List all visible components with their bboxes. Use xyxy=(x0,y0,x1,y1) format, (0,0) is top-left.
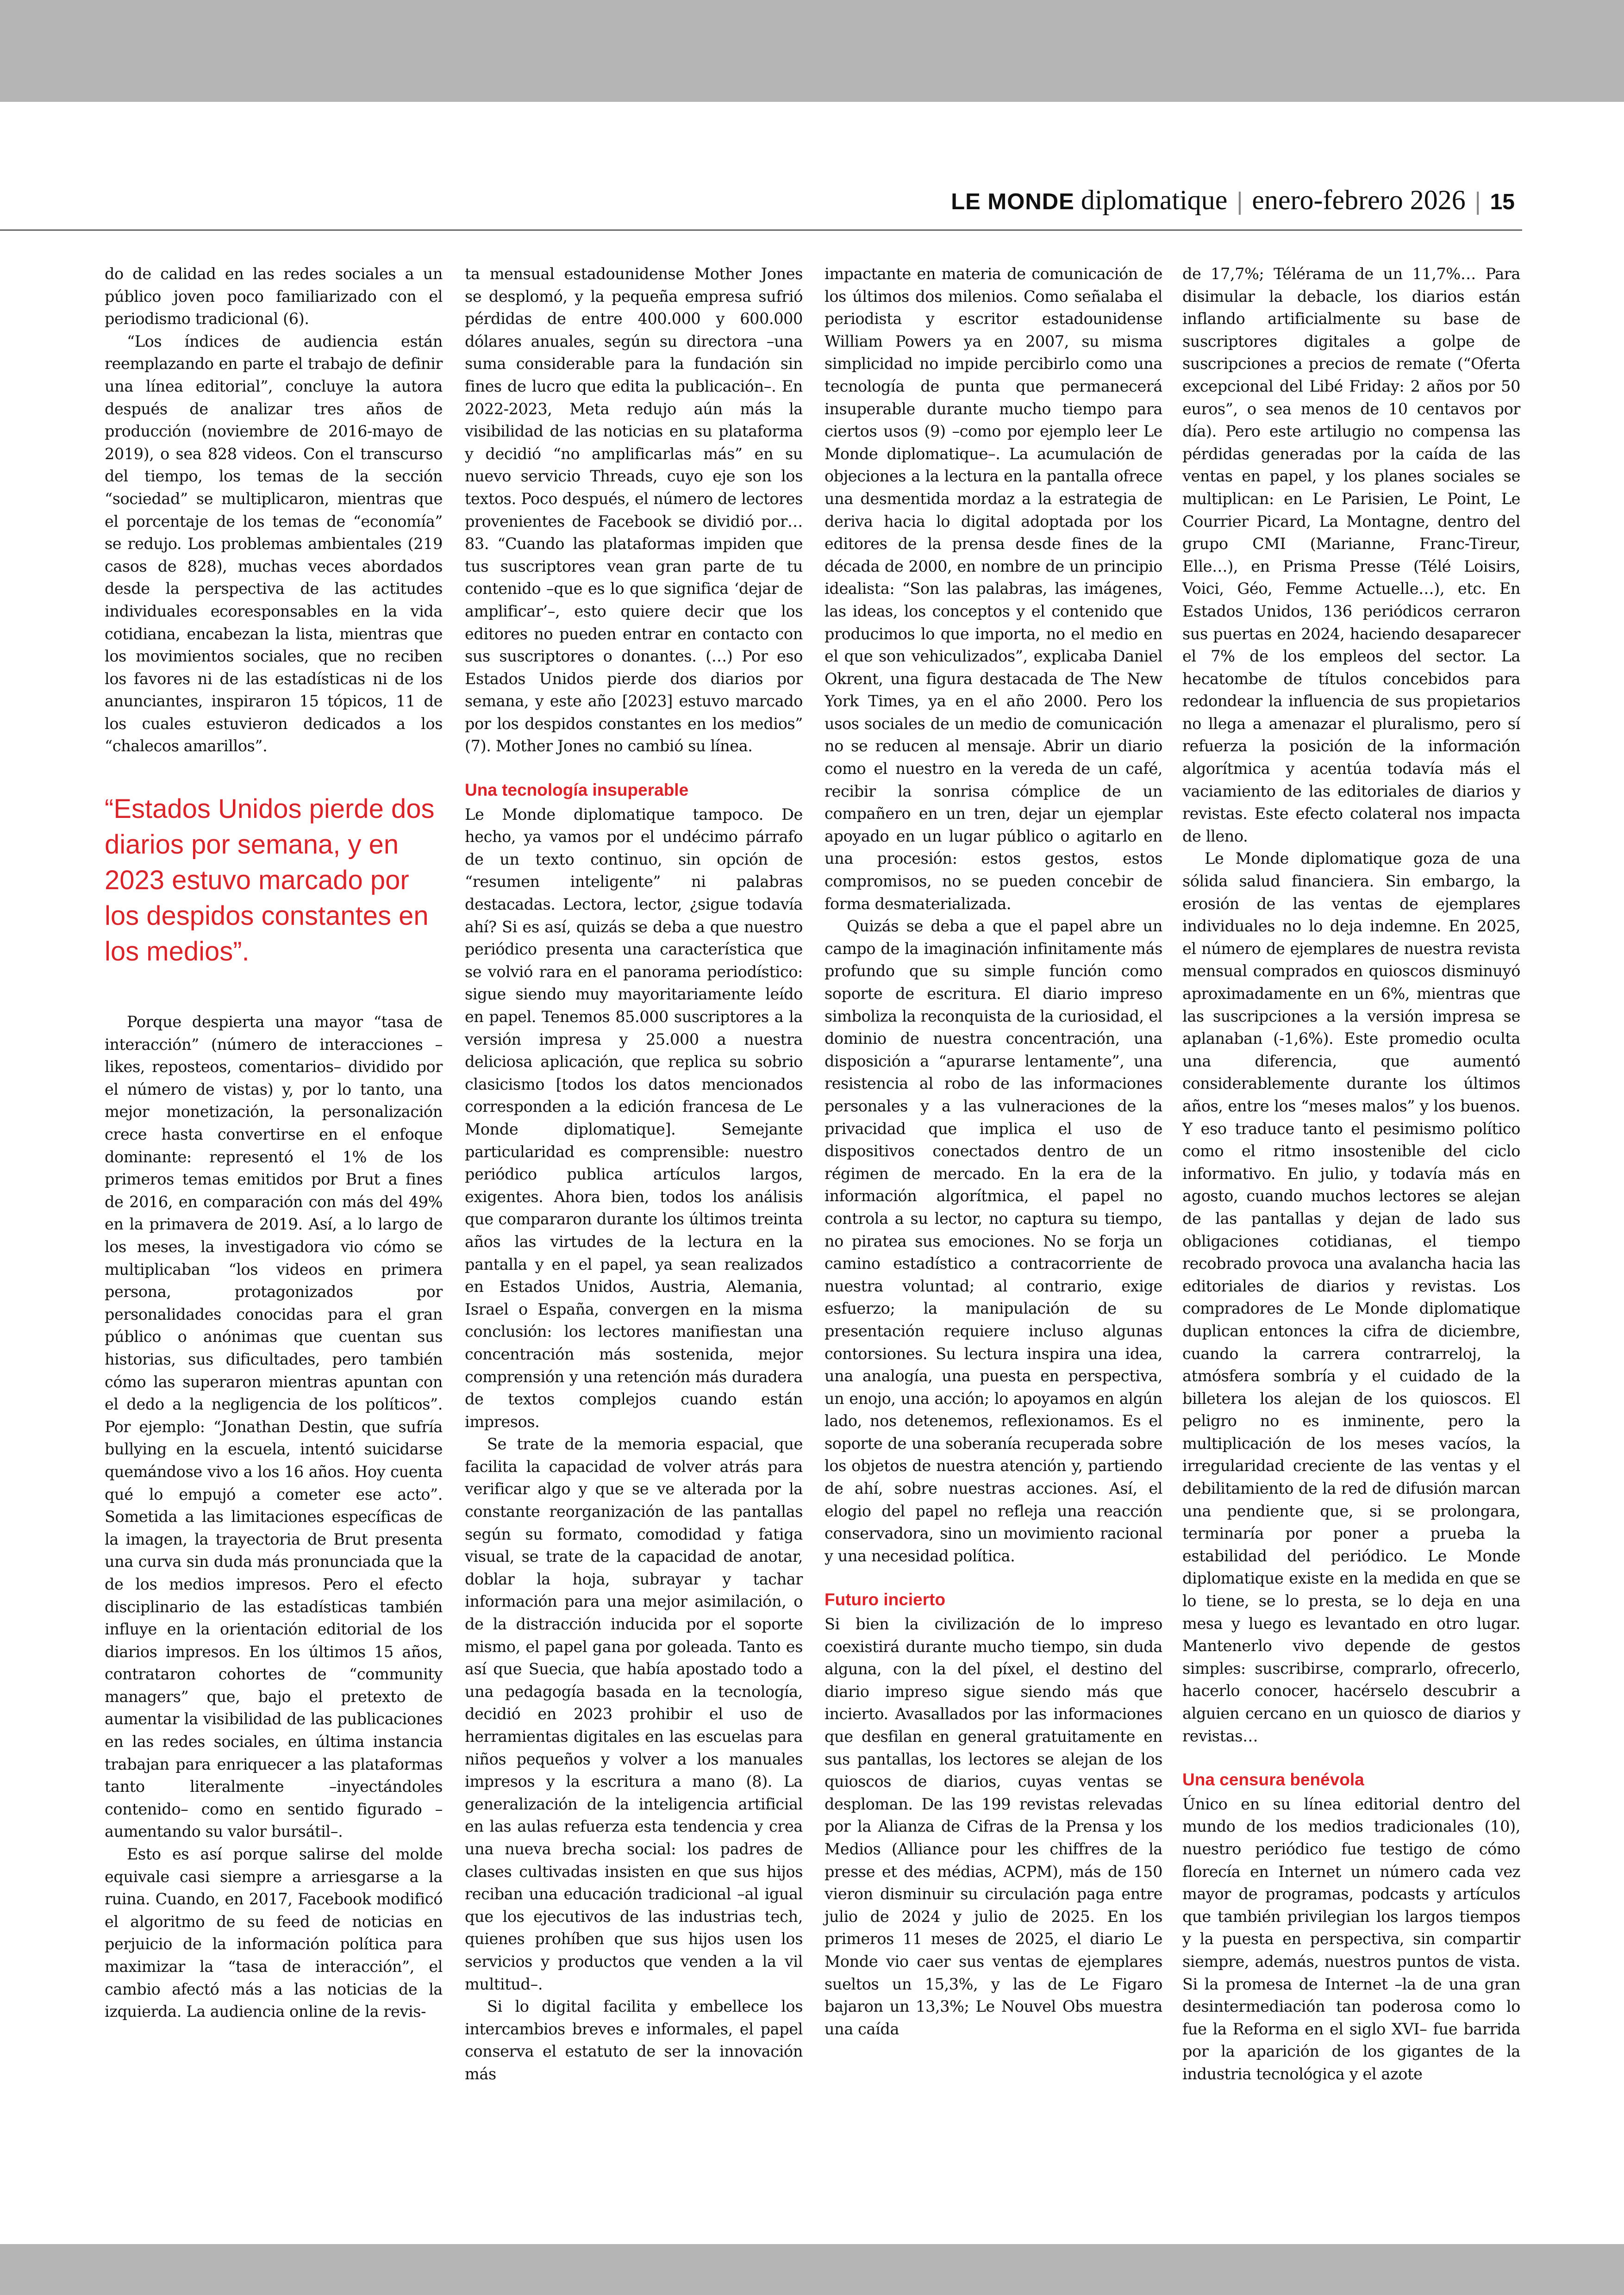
paragraph: de 17,7%; Télérama de un 11,7%… Para disimular la debacle, los diarios están inflando artificialmente su base de suscriptores digitales a golpe de suscripciones a precios de remate (“Oferta excepcional del Libé Friday: 2 años por 50 euros”, o sea menos de 10 centavos por día). Pero este artilugio no compensa las pérdidas generadas por la caída de las ventas en papel, y los planes sociales se multiplican: en Le Parisien, Le Point, Le Courrier Picard, La Montagne, dentro del grupo CMI (Marianne, Franc-Tireur, Elle…), en Prisma Presse (Télé Loisirs, Voici, Géo, Femme Actuelle…), etc. En Estados Unidos, 136 periódicos cerraron sus puertas en 2024, haciendo desaparecer el 7% de los empleos del sector. La hecatombe de títulos concebidos para redondear la influencia de sus propietarios no llega a amenazar el pluralismo, pero sí refuerza la posición de la información algorítmica y acentúa todavía más el vaciamiento de las editoriales de diarios y revistas. Este efecto colateral nos impacta de lleno. xyxy=(1182,265,1520,845)
paragraph: Quizás se deba a que el papel abre un campo de la imaginación infinitamente más profundo que su simple función como soporte de escritura. El diario impreso simboliza la reconquista de la curiosidad, el dominio de nuestra concentración, una disposición a “apurarse lentamente”, una resistencia al robo de las informaciones personales y a las vulneraciones de la privacidad que implica el uso de dispositivos conectados dentro de un régimen de mercado. En la era de la información algorítmica, el papel no controla a su lector, no captura su tiempo, no piratea sus emociones. No se forja un camino estadístico a contracorriente de nuestra voluntad; al contrario, exige esfuerzo; la manipulación de su presentación requiere incluso algunas contorsiones. Su lectura inspira una idea, una analogía, una puesta en perspectiva, un enojo, una acción; lo apoyamos en algún lado, nos detenemos, reflexionamos. Es el soporte de una soberanía recuperada sobre los objetos de nuestra atención y, partiendo de ahí, sobre nuestras acciones. Así, el elogio del papel no refleja una reacción conservadora, sino un movimiento racional y una necesidad política. xyxy=(824,917,1162,1565)
article-column-4 xyxy=(1182,263,1520,2086)
pull-quote: “Estados Unidos pierde dos diarios por semana, y en 2023 estuvo marcado por los despidos constantes en los medios”. xyxy=(105,794,435,967)
masthead-brand: LE MONDE xyxy=(951,189,1074,214)
article-column-2 xyxy=(465,263,803,2086)
paragraph: impactante en materia de comunicación de los últimos dos milenios. Como señalaba el periodista y escritor estadounidense William Powers ya en 2007, su misma simplicidad no impide percibirlo como una tecnología de punta que permanecerá insuperable durante mucho tiempo para ciertos usos (9) –como por ejemplo leer Le Monde diplomatique–. La acumulación de objeciones a la lectura en la pantalla ofrece una desmentida mordaz a la estrategia de deriva hacia lo digital adoptada por los editores de la prensa desde fines de la década de 2000, en nombre de un principio idealista: “Son las palabras, las imágenes, las ideas, los conceptos y el contenido que producimos lo que importa, no el medio en el que son vehiculizados”, explicaba Daniel Okrent, una figura destacada de The New York Times, ya en el año 2000. Pero los usos sociales de un medio de comunicación no se reducen al mensaje. Abrir un diario como el nuestro en la vereda de un café, recibir la sonrisa cómplice de un compañero en un tren, dejar un ejemplar apoyado en un lugar público o agitarlo en una procesión: estos gestos, estos compromisos, no se pueden concebir de forma desmaterializada. xyxy=(824,265,1162,913)
paragraph: Único en su línea editorial dentro del mundo de los medios tradicionales (10), nuestro periódico fue testigo de cómo florecía en Internet un número cada vez mayor de programas, podcasts y artículos que también privilegian los largos tiempos y la puesta en perspectiva, sin compartir siempre, además, nuestros puntos de vista. Si la promesa de Internet –la de una gran desintermediación tan poderosa como lo fue la Reforma en el siglo XVI– fue barrida por la aparición de los gigantes de la industria tecnológica y el azote xyxy=(1182,1795,1520,2083)
header-rule xyxy=(0,230,1522,231)
page-header xyxy=(951,184,1515,231)
paragraph: Le Monde diplomatique goza de una sólida salud financiera. Sin embargo, la erosión de las ventas de ejemplares individuales no lo deja indemne. En 2025, el número de ejemplares de nuestra revista mensual comprados en quioscos disminuyó aproximadamente en un 6%, mientras que las suscripciones a la versión impresa se aplanaban (-1,6%). Este promedio oculta una diferencia, que aumentó considerablemente durante los últimos años, entre los “meses malos” y los buenos. Y eso traduce tanto el pesimismo político como el ritmo insostenible del ciclo informativo. En julio, y todavía más en agosto, cuando muchos lectores se alejan de las pantallas y dejan de lado sus obligaciones cotidianas, el tiempo recobrado provoca una avalancha hacia las editoriales de diarios y revistas. Los compradores de Le Monde diplomatique duplican entonces la cifra de diciembre, cuando la carrera contrarreloj, la atmósfera sombría y el cuidado de la billetera los alejan de los quioscos. El peligro no es inminente, pero la multiplicación de los meses vacíos, la irregularidad creciente de las ventas y el debilitamiento de la red de difusión marcan una pendiente que, si se prolongara, terminaría por poner a prueba la estabilidad del periódico. Le Monde diplomatique existe en la medida en que se lo tiene, se lo presta, se lo deja en una mesa y luego es levantado en otro lugar. Mantenerlo vivo depende de gestos simples: suscribirse, comprarlo, ofrecerlo, hacerlo conocer, hacérselo descubrir a alguien cercano en un quiosco de diarios y revistas… xyxy=(1182,849,1520,1745)
paragraph: do de calidad en las redes sociales a un público joven poco familiarizado con el periodismo tradicional (6). xyxy=(105,265,443,328)
header-separator-2: | xyxy=(1474,188,1482,215)
header-separator: | xyxy=(1236,188,1244,215)
section-subhead: Futuro incierto xyxy=(824,1590,946,1609)
paragraph: “Los índices de audiencia están reemplazando en parte el trabajo de definir una línea editorial”, concluye la autora después de analizar tres años de producción (noviembre de 2016-mayo de 2019), o sea 828 videos. Con el transcurso del tiempo, los temas de la sección “sociedad” se multiplicaron, mientras que el porcentaje de los temas de “economía” se redujo. Los problemas ambientales (219 casos de 828), muchas veces abordados desde la perspectiva de las actitudes individuales ecoresponsables en la vida cotidiana, encabezan la lista, mientras que los movimientos sociales, que no reciben los favores ni de las estadísticas ni de los anunciantes, inspiraron 15 tópicos, 11 de los cuales estuvieron dedicados a los “chalecos amarillos”. xyxy=(105,332,443,755)
paragraph: Esto es así porque salirse del molde equivale casi siempre a arriesgarse a la ruina. Cuando, en 2017, Facebook modificó el algoritmo de su feed de noticias en perjuicio de la información política para maximizar la “tasa de interacción”, el cambio afectó más a las noticias de la izquierda. La audiencia online de la revis- xyxy=(105,1845,443,2021)
section-subhead: Una tecnología insuperable xyxy=(465,780,689,800)
paragraph: ta mensual estadounidense Mother Jones se desplomó, y la pequeña empresa sufrió pérdidas de entre 400.000 y 600.000 dólares anuales, según su directora –una suma considerable para la fundación sin fines de lucro que edita la publicación–. En 2022-2023, Meta redujo aún más la visibilidad de las noticias en su plataforma y decidió “no amplificarlas más” en su nuevo servicio Threads, cuyo eje son los textos. Poco después, el número de lectores provenientes de Facebook se dividió por… 83. “Cuando las plataformas impiden que tus suscriptores vean gran parte de tu contenido –que es lo que significa ‘dejar de amplificar’–, esto quiere decir que los editores no pueden entrar en contacto con sus suscriptores o donantes. (…) Por eso Estados Unidos pierde dos diarios por semana, y este año [2023] estuvo marcado por los despidos constantes en los medios” (7). Mother Jones no cambió su línea. xyxy=(465,265,803,755)
bottom-margin-band xyxy=(0,2244,1624,2295)
masthead-subtitle: diplomatique xyxy=(1081,185,1228,215)
article-column-1 xyxy=(105,263,443,2023)
issue-date: enero-febrero 2026 xyxy=(1252,185,1466,215)
paragraph: Si lo digital facilita y embellece los intercambios breves e informales, el papel conserva el estatuto de ser la innovación más xyxy=(465,1997,803,2083)
paragraph: Le Monde diplomatique tampoco. De hecho, ya vamos por el undécimo párrafo de un texto continuo, sin opción de “resumen inteligente” ni palabras destacadas. Lectora, lector, ¿sigue todavía ahí? Si es así, quizás se deba a que nuestro periódico presenta una característica que se volvió rara en el panorama periodístico: sigue siendo muy mayoritariamente leído en papel. Tenemos 85.000 suscriptores a la versión impresa y 25.000 a nuestra deliciosa aplicación, que replica su sobrio clasicismo [todos los datos mencionados corresponden a la edición francesa de Le Monde diplomatique]. Semejante particularidad es comprensible: nuestro periódico publica artículos largos, exigentes. Ahora bien, todos los análisis que compararon durante los últimos treinta años las virtudes de la lectura en la pantalla y en el papel, ya sean realizados en Estados Unidos, Austria, Alemania, Israel o España, convergen en la misma conclusión: los lectores manifiestan una concentración más sostenida, mejor comprensión y una retención más duradera de textos complejos cuando están impresos. xyxy=(465,805,803,1431)
paragraph: Porque despierta una mayor “tasa de interacción” (número de interacciones –likes, reposteos, comentarios– dividido por el número de vistas) y, por lo tanto, una mejor monetización, la personalización crece hasta convertirse en el enfoque dominante: representó el 1% de los primeros temas emitidos por Brut a fines de 2016, en comparación con más del 49% en la primavera de 2019. Así, a lo largo de los meses, la investigadora vio cómo se multiplicaban “los videos en primera persona, protagonizados por personalidades conocidas para el gran público o anónimas que cuentan sus historias, sus dificultades, pero también cómo las superaron mientras apuntan con el dedo a la negligencia de los políticos”. Por ejemplo: “Jonathan Destin, que sufría bullying en la escuela, intentó suicidarse quemándose vivo a los 16 años. Hoy cuenta qué lo empujó a cometer ese acto”. Sometida a las limitaciones específicas de la imagen, la trayectoria de Brut presenta una curva sin duda más pronunciada que la de los medios impresos. Pero el efecto disciplinario de las estadísticas también influye en la orientación editorial de los diarios impresos. En los últimos 15 años, contrataron cohortes de “community managers” que, bajo el pretexto de aumentar la visibilidad de las publicaciones en las redes sociales, en última instancia trabajan para enriquecer a las plataformas tanto literalmente –inyectándoles contenido– como en sentido figurado –aumentando su valor bursátil–. xyxy=(105,1013,443,1841)
section-subhead: Una censura benévola xyxy=(1182,1770,1364,1790)
article-column-3 xyxy=(824,263,1162,2040)
top-margin-band xyxy=(0,0,1624,102)
paragraph: Si bien la civilización de lo impreso coexistirá durante mucho tiempo, sin duda alguna, con la del píxel, el destino del diario impreso sigue siendo más que incierto. Avasallados por las informaciones que desfilan en general gratuitamente en sus pantallas, los lectores se alejan de los quioscos de diarios, cuyas ventas se desploman. De las 199 revistas relevadas por la Alianza de Cifras de la Prensa y los Medios (Alliance pour les chiffres de la presse et des médias, ACPM), más de 150 vieron disminuir su circulación paga entre julio de 2024 y julio de 2025. En los primeros 11 meses de 2025, el diario Le Monde vio caer sus ventas de ejemplares sueltos un 15,3%, y las de Le Figaro bajaron un 13,3%; Le Nouvel Obs muestra una caída xyxy=(824,1615,1162,2038)
paragraph: Se trate de la memoria espacial, que facilita la capacidad de volver atrás para verificar algo y que se ve alterada por la constante reorganización de las pantallas según su formato, comodidad y fatiga visual, se trate de la capacidad de anotar, doblar la hoja, subrayar y tachar información para una mejor asimilación, o de la distracción inducida por el soporte mismo, el papel gana por goleada. Tanto es así que Suecia, que había apostado todo a una pedagogía basada en la tecnología, decidió en 2023 prohibir el uso de herramientas digitales en las escuelas para niños pequeños y volver a los manuales impresos y la escritura a mano (8). La generalización de la inteligencia artificial en las aulas refuerza esta tendencia y crea una nueva brecha social: los padres de clases cultivadas insisten en que sus hijos reciban una educación tradicional –al igual que los ejecutivos de las industrias tech, quienes prohíben que sus hijos usen los servicios y productos que venden a la vil multitud–. xyxy=(465,1435,803,1993)
page-number: 15 xyxy=(1490,190,1515,214)
